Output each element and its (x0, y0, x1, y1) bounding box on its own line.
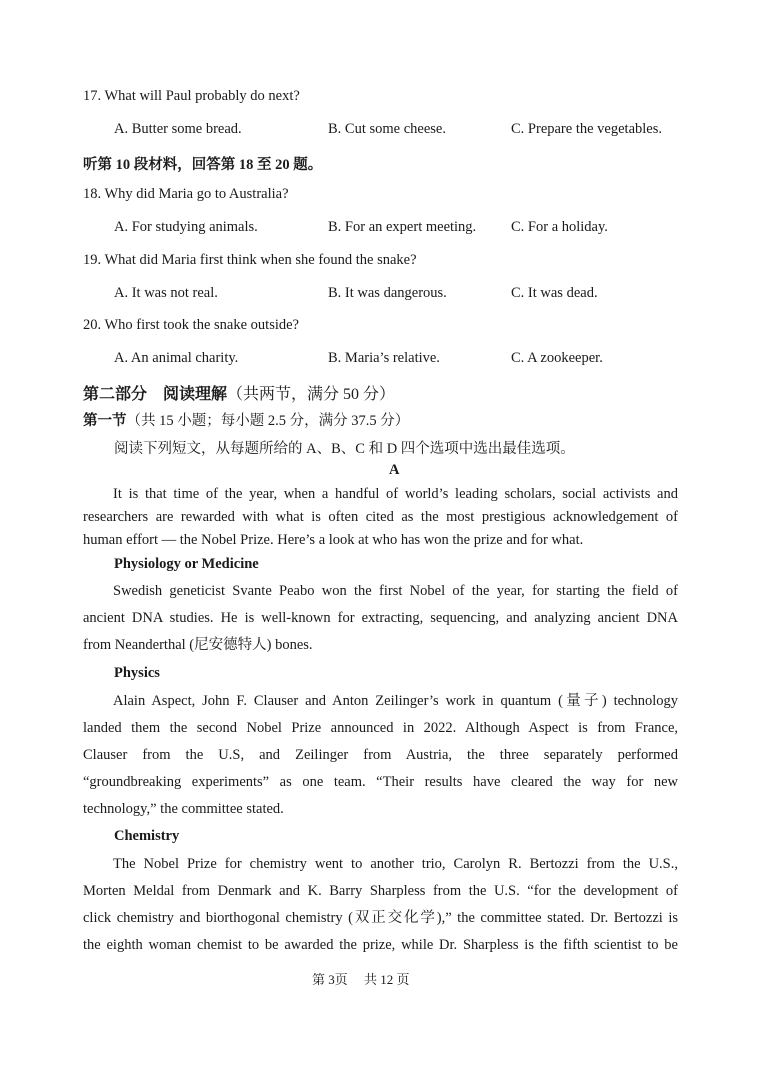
option-20-a: A. An animal charity. (114, 350, 239, 366)
intro-line: researchers are rewarded with what is often cited as the most prestigious acknowledgement of (83, 509, 678, 525)
option-19-b: B. It was dangerous. (328, 285, 447, 301)
passage-letter: A (389, 462, 400, 478)
page-total: 共 12 页 (364, 972, 410, 987)
physiology-paragraph (83, 578, 678, 659)
question-19: 19. What did Maria first think when she found the snake? (83, 252, 417, 268)
option-19-a: A. It was not real. (114, 285, 218, 301)
option-17-b: B. Cut some cheese. (328, 121, 446, 137)
chemistry-line: Morten Meldal from Denmark and K. Barry Sharpless from the U.S. “for the development of (83, 883, 678, 899)
option-17-c: C. Prepare the vegetables. (511, 121, 662, 137)
physics-line: landed them the second Nobel Prize announced in 2022. Although Aspect is from France, (83, 720, 678, 736)
option-20-b: B. Maria’s relative. (328, 350, 440, 366)
chemistry-paragraph (83, 851, 678, 959)
section-1-row (83, 409, 409, 430)
intro-paragraph (83, 483, 678, 552)
intro-line: It is that time of the year, when a handful of world’s leading scholars, social activists and (113, 486, 678, 502)
part-2-title: 第二部分 阅读理解 (83, 386, 228, 403)
intro-line: human effort — the Nobel Prize. Here’s a look at who has won the prize and for what. (83, 532, 584, 548)
option-18-a: A. For studying animals. (114, 219, 258, 235)
option-20-c: C. A zookeeper. (511, 350, 603, 366)
physiology-line: Swedish geneticist Svante Peabo won the first Nobel of the year, for starting the field of (113, 583, 678, 599)
physics-heading: Physics (114, 665, 160, 681)
physics-line: “groundbreaking experiments” as one team. “Their results have cleared the way for new (83, 774, 678, 790)
question-17: 17. What will Paul probably do next? (83, 88, 300, 104)
physics-line: Alain Aspect, John F. Clauser and Anton Zeilinger’s work in quantum (量子) technology (113, 693, 678, 709)
reading-instruction: 阅读下列短文，从每题所给的 A、B、C 和 D 四个选项中选出最佳选项。 (114, 441, 575, 457)
chemistry-heading: Chemistry (114, 828, 180, 844)
physics-paragraph (83, 688, 678, 823)
option-18-b: B. For an expert meeting. (328, 219, 477, 235)
option-19-c: C. It was dead. (511, 285, 598, 301)
physics-line: Clauser from the U.S, and Zeilinger from Austria, the three separately performed (83, 747, 678, 763)
physiology-heading: Physiology or Medicine (114, 556, 259, 572)
question-18: 18. Why did Maria go to Australia? (83, 186, 289, 202)
chemistry-line: the eighth woman chemist to be awarded the prize, while Dr. Sharpless is the fifth scientist to be (83, 937, 678, 953)
physics-line: technology,” the committee stated. (83, 801, 284, 817)
physiology-line: ancient DNA studies. He is well-known for extracting, sequencing, and analyzing ancient DNA (83, 610, 678, 626)
section-1-title: 第一节 (83, 413, 127, 429)
chemistry-line: The Nobel Prize for chemistry went to another trio, Carolyn R. Bertozzi from the U.S., (113, 856, 678, 872)
page-number: 第 3页 (312, 972, 348, 987)
option-18-c: C. For a holiday. (511, 219, 608, 235)
section-1-note: （共 15 小题；每小题 2.5 分，满分 37.5 分） (126, 413, 410, 429)
page-footer (312, 969, 410, 988)
question-20: 20. Who first took the snake outside? (83, 317, 299, 333)
chemistry-line: click chemistry and biorthogonal chemistry (双正交化学),” the committee stated. Dr. Bertozzi is (83, 910, 678, 926)
section-10-header: 听第 10 段材料，回答第 18 至 20 题。 (83, 157, 323, 173)
part-2-title-note: （共两节，满分 50 分） (227, 386, 396, 403)
physiology-line: from Neanderthal (尼安德特人) bones. (83, 637, 313, 653)
part-2-title-row (83, 381, 395, 404)
option-17-a: A. Butter some bread. (114, 121, 242, 137)
